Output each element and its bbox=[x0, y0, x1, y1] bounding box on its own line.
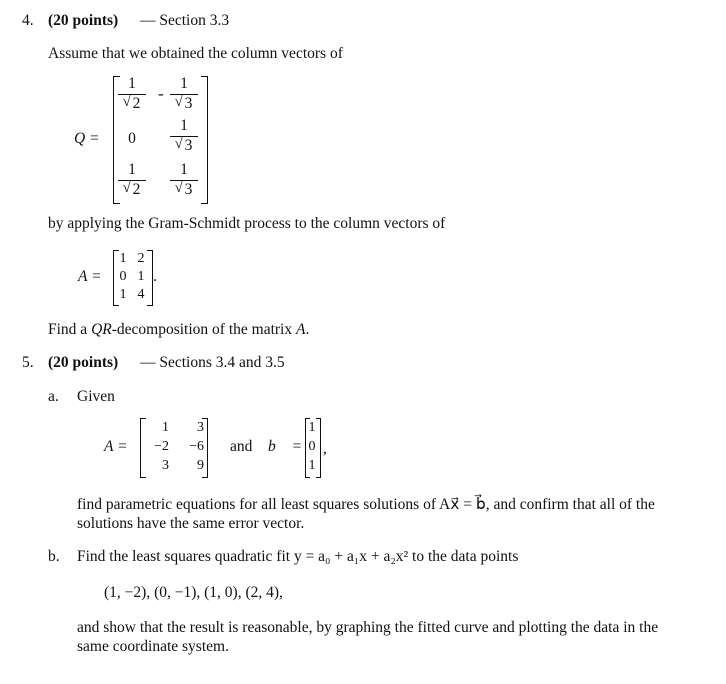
sqrt-argument: 3 bbox=[184, 137, 193, 154]
q-cell-3-1-numerator: 1 bbox=[128, 161, 136, 178]
a5-cell: −2 bbox=[154, 439, 169, 454]
q-cell-2-2 bbox=[170, 118, 198, 154]
sqrt-argument: 2 bbox=[132, 181, 141, 198]
q-cell-3-2-denominator bbox=[170, 182, 198, 198]
b-cell: 1 bbox=[308, 420, 316, 435]
a4-period: . bbox=[153, 268, 157, 285]
sqrt-argument: 2 bbox=[132, 95, 141, 112]
a5-cell: 9 bbox=[197, 458, 204, 473]
ask-suffix: -decomposition of the matrix bbox=[111, 321, 296, 338]
a5-cell: 3 bbox=[162, 458, 169, 473]
a4-cell: 4 bbox=[137, 287, 145, 302]
q-cell-1-1-numerator: 1 bbox=[128, 75, 136, 92]
a5-cell: −6 bbox=[189, 439, 204, 454]
q-cell-3-1-denominator bbox=[118, 182, 146, 198]
problem-5-number: 5. bbox=[22, 354, 34, 371]
a5-cell: 3 bbox=[197, 420, 204, 435]
q-cell-1-2 bbox=[170, 76, 198, 112]
part-a-text-line1: find parametric equations for all least squares solutions of Ax⃗ = b⃗, and confirm that all of the bbox=[77, 496, 655, 513]
sqrt-icon: √ bbox=[122, 180, 131, 196]
q-right-bracket bbox=[201, 76, 208, 204]
part-b-points: (1, −2), (0, −1), (1, 0), (2, 4), bbox=[104, 584, 283, 601]
b-cell: 1 bbox=[308, 458, 316, 473]
ask-a: A bbox=[295, 321, 306, 338]
problem-4-section: — Section 3.3 bbox=[140, 12, 230, 29]
problem-5-points: (20 points) bbox=[48, 354, 119, 371]
ask-end: . bbox=[305, 321, 310, 338]
part-a-text-line2: solutions have the same error vector. bbox=[77, 515, 305, 532]
sqrt-icon: √ bbox=[174, 136, 183, 152]
part-b-text: Find the least squares quadratic fit y = a₀ + a₁x + a₂x² to the data points bbox=[77, 548, 519, 565]
q-cell-1-2-denominator bbox=[170, 96, 198, 112]
problem-4-number: 4. bbox=[22, 12, 34, 29]
part-a-given: Given bbox=[77, 388, 115, 405]
problem-5-section: — Sections 3.4 and 3.5 bbox=[140, 354, 285, 371]
q-cell-1-1-denominator bbox=[118, 96, 146, 112]
problem-4-points: (20 points) bbox=[48, 12, 119, 29]
sqrt-icon: √ bbox=[174, 94, 183, 110]
problem-4-ask bbox=[48, 321, 309, 339]
q-cell-1-2-sign: - bbox=[158, 84, 164, 103]
q-cell-1-1 bbox=[118, 76, 146, 112]
sqrt-argument: 3 bbox=[184, 95, 193, 112]
b-comma: , bbox=[323, 440, 327, 457]
ask-prefix: Find a bbox=[48, 321, 92, 338]
part-b-text-line1: and show that the result is reasonable, by graphing the fitted curve and plotting the data in the bbox=[77, 619, 659, 636]
q-cell-3-2-numerator: 1 bbox=[180, 161, 188, 178]
problem-4-intro: Assume that we obtained the column vectors of bbox=[48, 45, 343, 62]
a5-cell: 1 bbox=[162, 420, 169, 435]
q-matrix-label: Q = bbox=[74, 130, 100, 147]
q-cell-2-1: 0 bbox=[128, 130, 136, 147]
a4-cell: 0 bbox=[119, 269, 127, 284]
q-cell-2-2-numerator: 1 bbox=[180, 117, 188, 134]
part-a-label: a. bbox=[48, 388, 59, 405]
a4-cell: 2 bbox=[137, 251, 145, 266]
problem-4-middle: by applying the Gram-Schmidt process to the column vectors of bbox=[48, 215, 446, 232]
a4-cell: 1 bbox=[137, 269, 145, 284]
a4-cell: 1 bbox=[119, 251, 127, 266]
q-cell-2-2-denominator bbox=[170, 138, 198, 154]
part-b-text-line2: same coordinate system. bbox=[77, 638, 229, 655]
b-vector-label: b⃗ = bbox=[268, 438, 303, 455]
sqrt-argument: 3 bbox=[184, 181, 193, 198]
a-matrix-label: A = bbox=[78, 268, 102, 285]
ask-qr: QR bbox=[91, 321, 112, 338]
b-cell: 0 bbox=[308, 439, 316, 454]
sqrt-icon: √ bbox=[122, 94, 131, 110]
part-a-and: and bbox=[230, 438, 253, 455]
q-cell-1-2-numerator: 1 bbox=[180, 75, 188, 92]
q-cell-3-2 bbox=[170, 162, 198, 198]
a4-cell: 1 bbox=[119, 287, 127, 302]
a5-matrix-label: A = bbox=[104, 438, 128, 455]
sqrt-icon: √ bbox=[174, 180, 183, 196]
part-b-label: b. bbox=[48, 548, 60, 565]
q-cell-3-1 bbox=[118, 162, 146, 198]
